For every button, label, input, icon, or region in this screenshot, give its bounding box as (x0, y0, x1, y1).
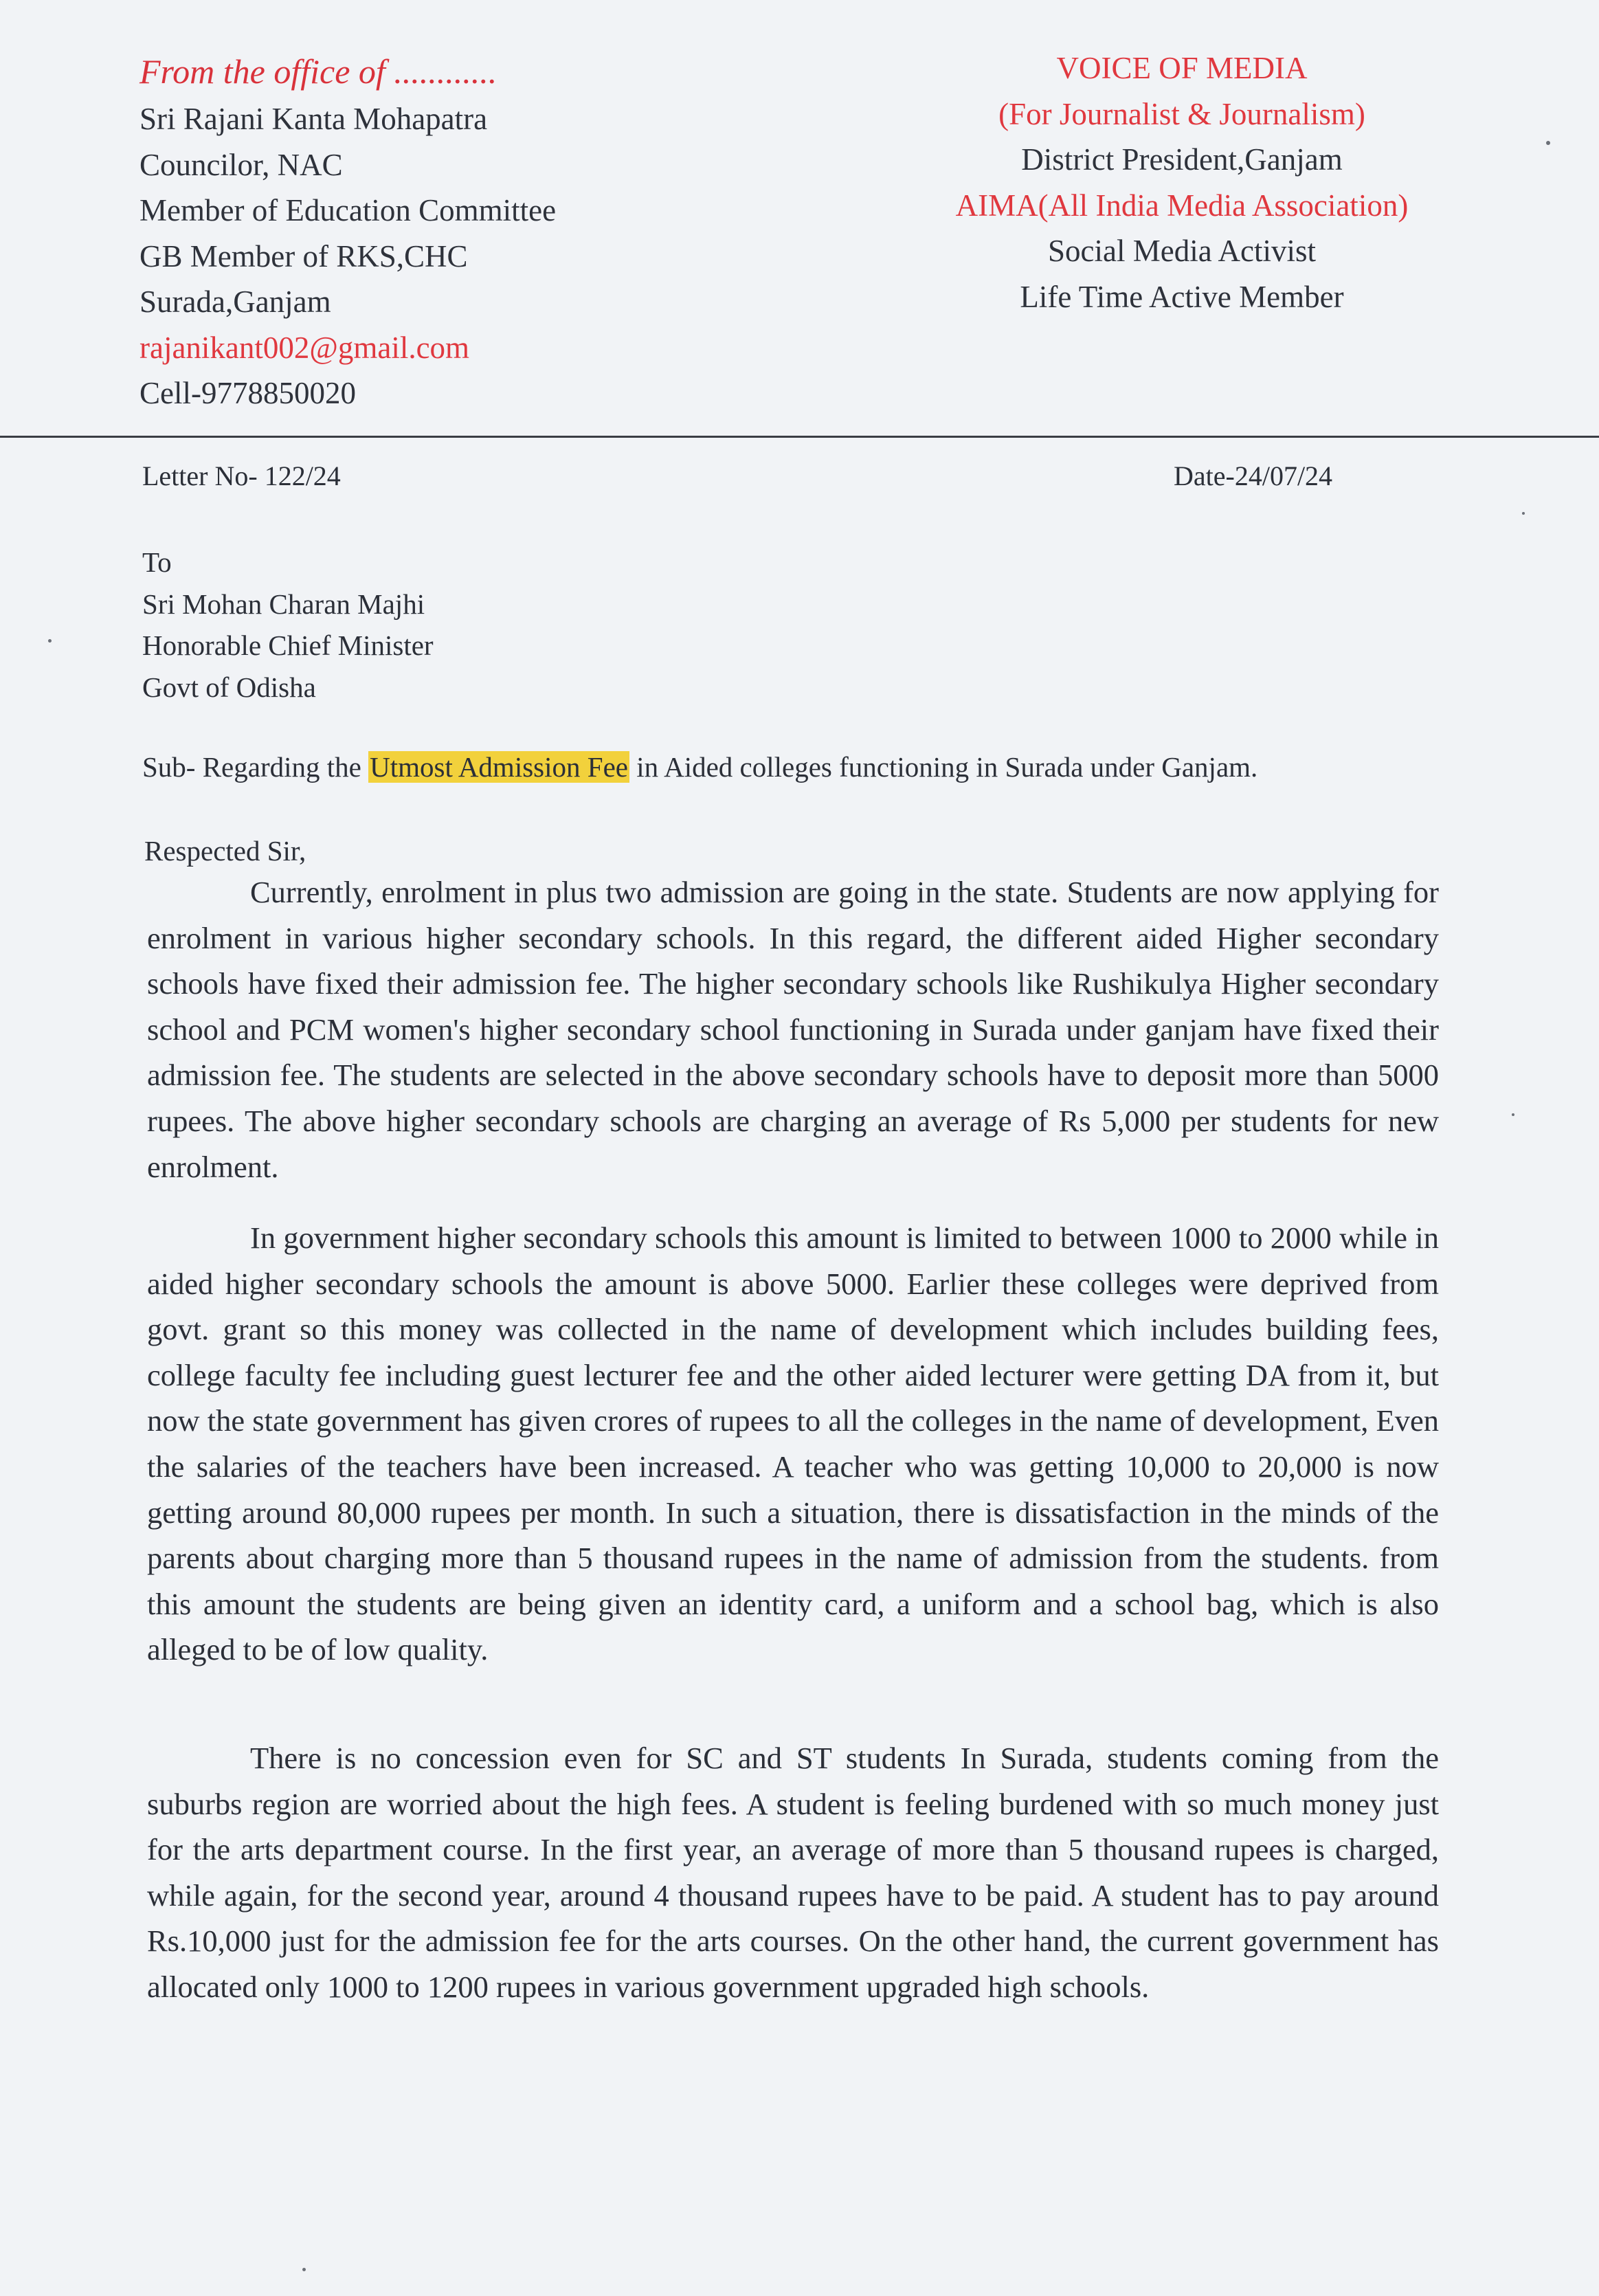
letterhead-right (907, 45, 1457, 320)
paragraph-text: There is no concession even for SC and ST students In Surada, students coming from the suburbs region are worried about the high fees. A student is feeling burdened with so much money just for the arts department course. In the first year, an average of more than 5 thousand rupees is charged, while again, for the second year, around 4 thousand rupees have to be paid. A student has to pay around Rs.10,000 just for the admission fee for the arts courses. On the other hand, the current government has allocated only 1000 to 1200 rupees in various government upgraded high schools. (147, 1741, 1439, 2004)
sender-cell: Cell-9778850020 (139, 376, 356, 410)
sender-role-education: Member of Education Committee (139, 193, 557, 227)
letter-number: Letter No- 122/24 (142, 460, 341, 491)
paper-speck (48, 639, 52, 643)
paragraph-text: Currently, enrolment in plus two admission are going in the state. Students are now applying for enrolment in various higher secondary schools. In this regard, the different aided Higher secondary schools have fixed their admission fee. The higher secondary schools like Rushikulya Higher secondary school and PCM women's higher secondary school functioning in Surada under ganjam have fixed their admission fee. The students are selected in the above secondary schools have to deposit more than 5000 rupees. The above higher secondary schools are charging an average of Rs 5,000 per students for new enrolment. (147, 875, 1439, 1184)
letter-date: Date-24/07/24 (1174, 460, 1333, 491)
office-label: From the office of ............ (139, 52, 497, 91)
paragraph-text: In government higher secondary schools this amount is limited to between 1000 to 2000 while in aided higher secondary schools the amount is above 5000. Earlier these colleges were deprived from govt. grant so this money was collected in the name of development which includes building fees, college faculty fee including guest lecturer fee and the other aided lecturer were getting DA from it, but now the state government has given crores of rupees to all the colleges in the name of development, Even the salaries of the teachers have been increased. A teacher who was getting 10,000 to 20,000 is now getting around 80,000 rupees per month. In such a situation, there is dissatisfaction in the minds of the parents about charging more than 5 thousand rupees in the name of admission from the students. from this amount the students are being given an identity card, a uniform and a school bag, which is also alleged to be of low quality. (147, 1221, 1439, 1667)
subject-suffix: in Aided colleges functioning in Surada under Ganjam. (629, 751, 1258, 783)
sender-name: Sri Rajani Kanta Mohapatra (139, 102, 488, 136)
org-tagline: (For Journalist & Journalism) (998, 96, 1365, 131)
sender-location: Surada,Ganjam (139, 285, 331, 319)
salutation: Respected Sir, (144, 835, 306, 867)
activist-label: Social Media Activist (1048, 234, 1316, 268)
recipient-title: Honorable Chief Minister (142, 629, 434, 661)
association-name: AIMA(All India Media Association) (955, 188, 1409, 223)
paper-speck (1546, 141, 1550, 145)
paper-speck (302, 2268, 306, 2271)
sender-role-councilor: Councilor, NAC (139, 147, 343, 182)
sender-role-rks: GB Member of RKS,CHC (139, 238, 468, 274)
body-paragraph (147, 1735, 1439, 2010)
letterhead-left (139, 49, 827, 416)
recipient-block (142, 542, 434, 708)
recipient-office: Govt of Odisha (142, 671, 316, 703)
subject-prefix: Sub- Regarding the (142, 751, 369, 783)
body-paragraph (147, 1215, 1439, 1673)
org-name: VOICE OF MEDIA (1056, 51, 1308, 85)
recipient-to: To (142, 546, 172, 578)
paper-speck (1512, 1113, 1514, 1116)
recipient-name: Sri Mohan Charan Majhi (142, 588, 425, 620)
letterhead-divider (0, 436, 1599, 438)
subject-line (142, 746, 1257, 788)
paper-speck (1522, 512, 1525, 515)
org-role: District President,Ganjam (1021, 142, 1343, 177)
member-label: Life Time Active Member (1020, 279, 1344, 314)
body-paragraph (147, 869, 1439, 1190)
sender-email: rajanikant002@gmail.com (139, 330, 470, 365)
subject-highlight: Utmost Admission Fee (370, 751, 628, 783)
